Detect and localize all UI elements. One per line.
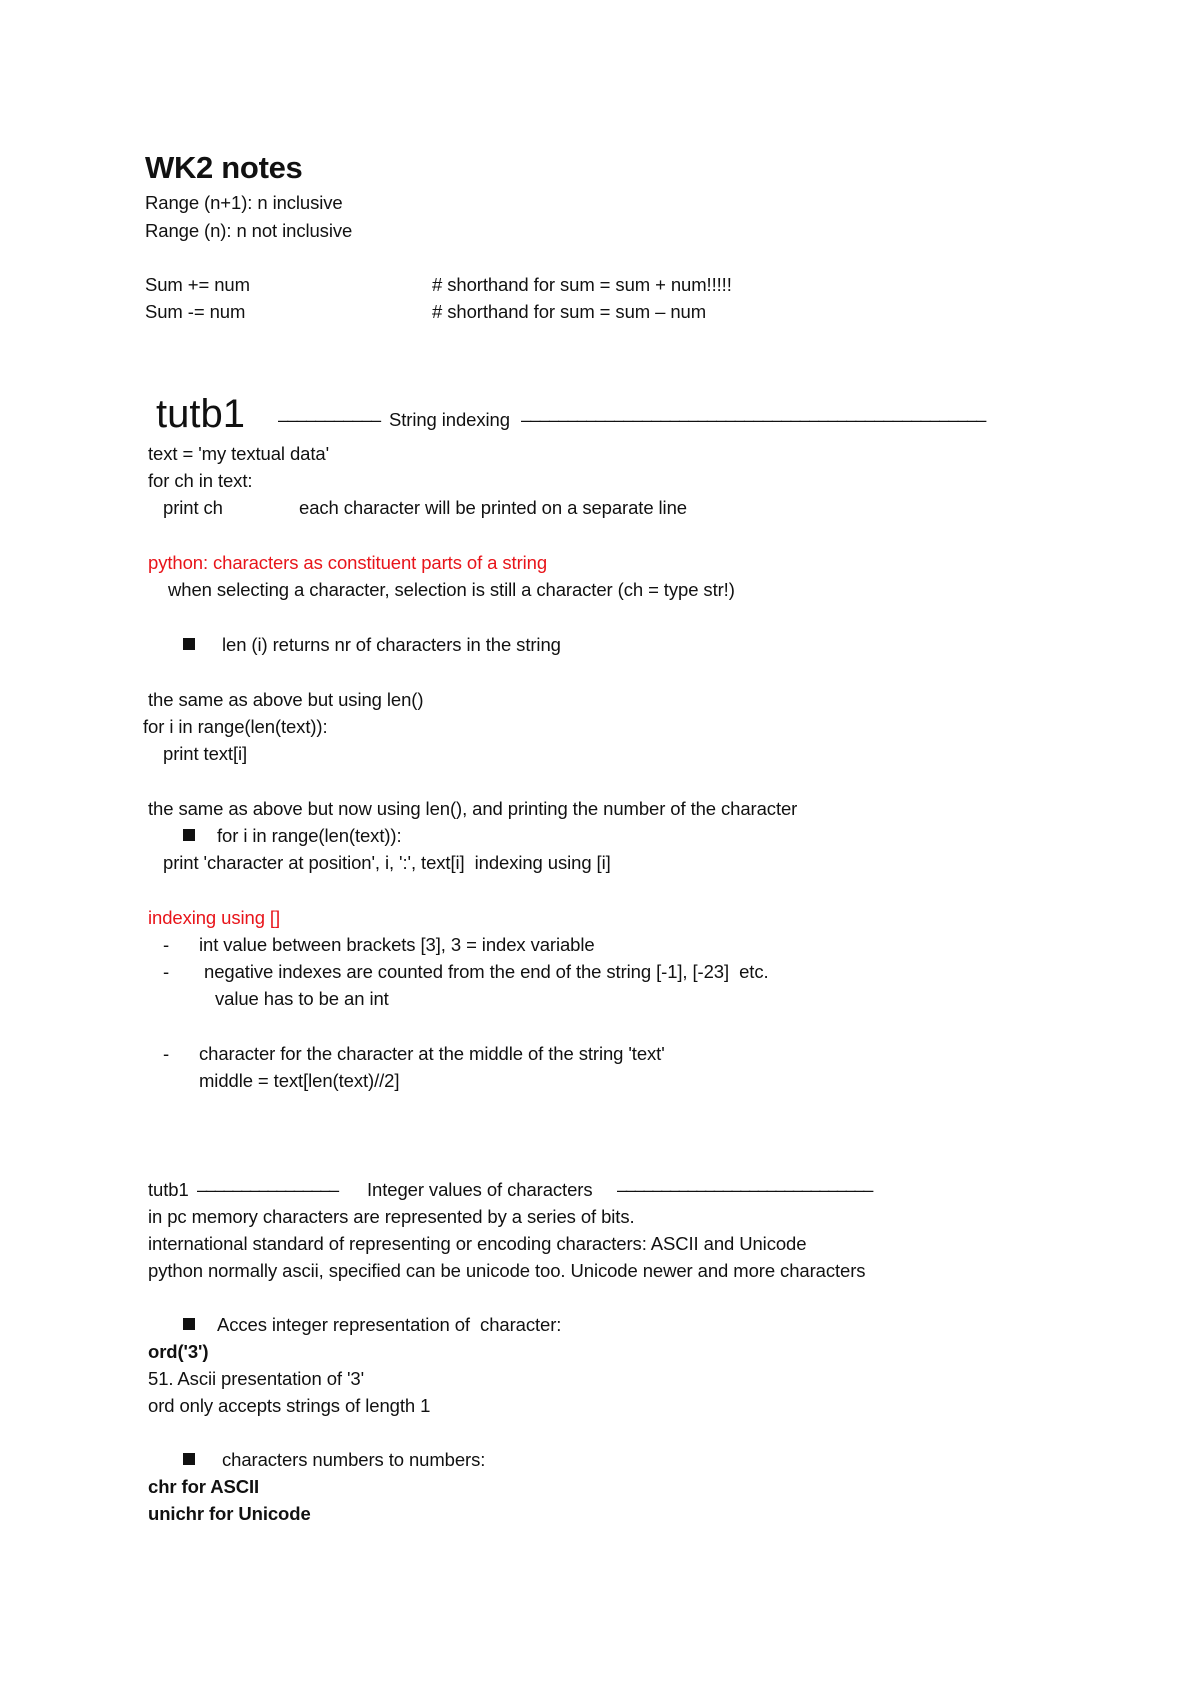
red-heading-indexing: indexing using [] bbox=[148, 907, 281, 928]
bullet-len-note: len (i) returns nr of characters in the string bbox=[222, 634, 561, 655]
section1-subtitle: String indexing bbox=[389, 409, 510, 430]
section2-heading: tutb1 bbox=[148, 1179, 189, 1200]
dash-item-int-value: int value between brackets [3], 3 = index variable bbox=[199, 934, 595, 955]
code-print-text: print text[i] bbox=[163, 743, 248, 764]
code-text-assign: text = 'my textual data' bbox=[148, 443, 330, 464]
code-print-ch-note: each character will be printed on a separate line bbox=[299, 497, 687, 518]
square-bullet-icon bbox=[183, 1453, 195, 1465]
section1-rule-right: –––––––––––––––––––––––––––––––––––––––––––––––––– bbox=[521, 409, 986, 430]
sum-minus-comment: # shorthand for sum = sum – num bbox=[432, 301, 707, 322]
section1-rule-left: ––––––––––– bbox=[278, 409, 381, 430]
section1-heading: tutb1 bbox=[156, 392, 245, 436]
page-title: WK2 notes bbox=[145, 150, 303, 185]
code-ord: ord('3') bbox=[148, 1341, 209, 1362]
dash-item-negative-indexes: negative indexes are counted from the end of the string [-1], [-23] etc. bbox=[199, 961, 769, 982]
bullet-for-range: for i in range(len(text)): bbox=[217, 825, 402, 846]
square-bullet-icon bbox=[183, 1318, 195, 1330]
red-heading-characters: python: characters as constituent parts of a string bbox=[148, 552, 548, 573]
dash-bullet-icon: - bbox=[163, 934, 170, 955]
same-len-note: the same as above but using len() bbox=[148, 689, 424, 710]
section2-rule-right: ––––––––––––––––––––––––––––– bbox=[617, 1179, 872, 1200]
selection-note: when selecting a character, selection is still a character (ch = type str!) bbox=[168, 579, 735, 600]
ord-note: ord only accepts strings of length 1 bbox=[148, 1395, 431, 1416]
square-bullet-icon bbox=[183, 638, 195, 650]
chr-line: chr for ASCII bbox=[148, 1476, 260, 1497]
code-for-range: for i in range(len(text)): bbox=[143, 716, 328, 737]
code-print-character: print 'character at position', i, ':', text[i] indexing using [i] bbox=[163, 852, 611, 873]
section2-subtitle: Integer values of characters bbox=[367, 1179, 593, 1200]
range-exclusive-note: Range (n): n not inclusive bbox=[145, 220, 353, 241]
dash-item-middle-code: middle = text[len(text)//2] bbox=[199, 1070, 400, 1091]
sum-plus-comment: # shorthand for sum = sum + num!!!!! bbox=[432, 274, 732, 295]
dash-bullet-icon: - bbox=[163, 961, 170, 982]
unichr-line: unichr for Unicode bbox=[148, 1503, 311, 1524]
dash-item-negative-sub: value has to be an int bbox=[215, 988, 389, 1009]
ord-result: 51. Ascii presentation of '3' bbox=[148, 1368, 365, 1389]
bullet-characters-numbers: characters numbers to numbers: bbox=[222, 1449, 486, 1470]
sum-plus-code: Sum += num bbox=[145, 274, 250, 295]
encoding-note: international standard of representing or encoding characters: ASCII and Unicode bbox=[148, 1233, 807, 1254]
python-encoding-note: python normally ascii, specified can be unicode too. Unicode newer and more characters bbox=[148, 1260, 866, 1281]
section2-rule-left: –––––––––––––––– bbox=[197, 1179, 338, 1200]
dash-item-middle-char: character for the character at the middle of the string 'text' bbox=[199, 1043, 665, 1064]
code-print-ch: print ch bbox=[163, 497, 223, 518]
memory-note: in pc memory characters are represented by a series of bits. bbox=[148, 1206, 635, 1227]
code-for-loop: for ch in text: bbox=[148, 470, 253, 491]
sum-minus-code: Sum -= num bbox=[145, 301, 246, 322]
same-len-number-note: the same as above but now using len(), and printing the number of the character bbox=[148, 798, 798, 819]
range-inclusive-note: Range (n+1): n inclusive bbox=[145, 192, 343, 213]
bullet-acces-integer: Acces integer representation of character: bbox=[217, 1314, 562, 1335]
dash-bullet-icon: - bbox=[163, 1043, 170, 1064]
square-bullet-icon bbox=[183, 829, 195, 841]
